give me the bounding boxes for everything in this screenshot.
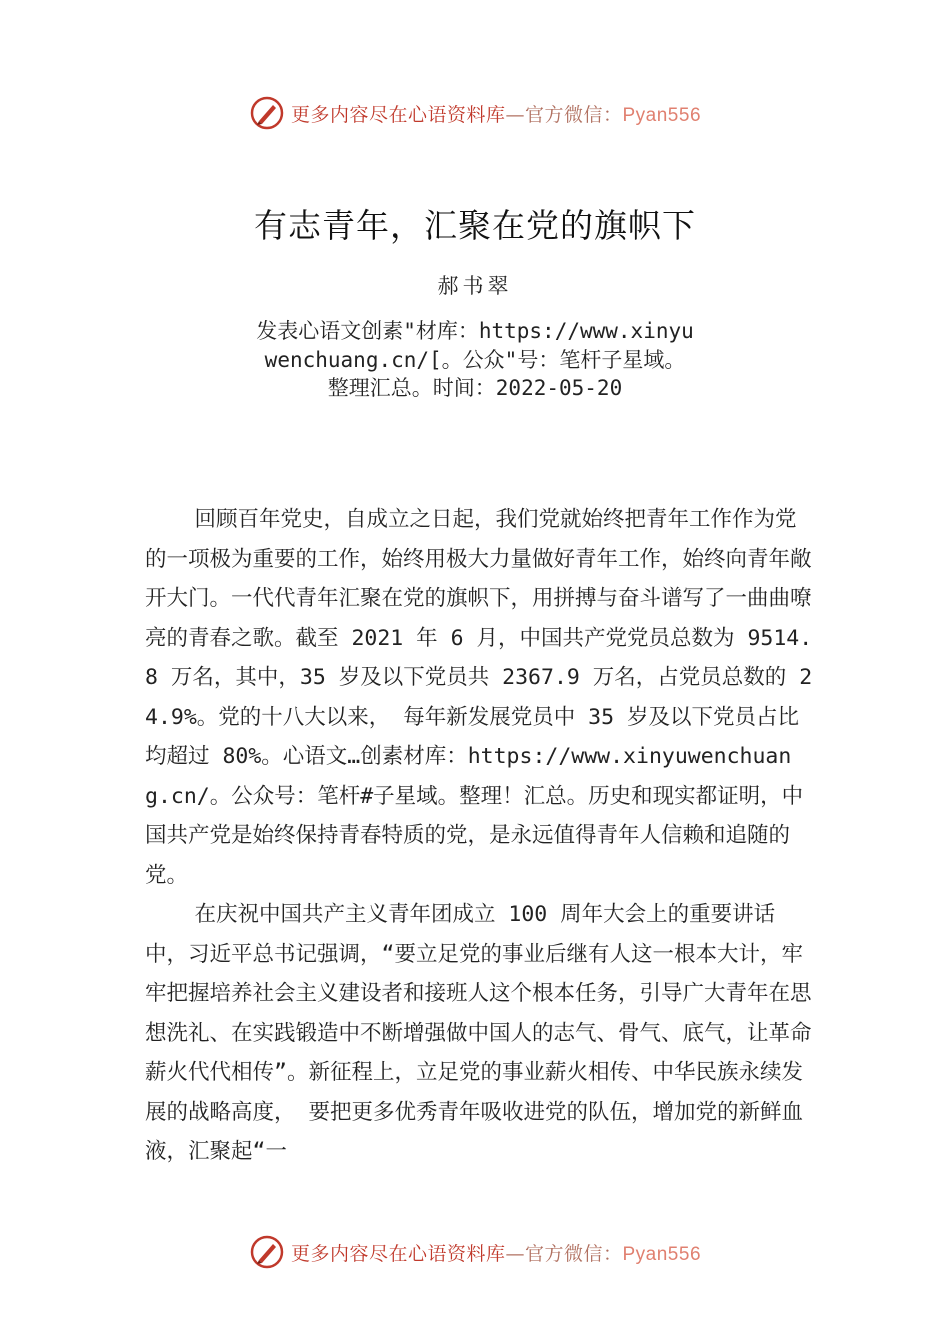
- source-note: 发表心语文创素"材库：https://www.xinyuwenchuang.cn/[。公众"号：笔杆子星域。整理汇总。时间：2022-05-20: [256, 319, 694, 400]
- watermark-text: 更多内容尽在心语资料库—官方微信：Pyan556: [290, 1242, 702, 1265]
- paragraph: 在庆祝中国共产主义青年团成立 100 周年大会上的重要讲话中，习近平总书记强调，“要立足党的事业后继有人这一根本大计，牢牢把握培养社会主义建设者和接班人这个根本任务，引导广大青年在思想洗礼、在实践锻造中不断增强做中国人的志气、骨气、底气，让革命薪火代代相传”。新征程上，立足党的事业薪火相传、中华民族永续发展的战略高度， 要把更多优秀青年吸收进党的队伍，增加党的新鲜血液，汇聚起“一: [145, 902, 812, 1164]
- article-body: [145, 500, 815, 1172]
- author-name: 郝书翠: [437, 274, 513, 298]
- footer-watermark-banner: [0, 1232, 950, 1272]
- pen-logo-icon: [249, 95, 285, 131]
- pen-logo-icon: [249, 1234, 285, 1270]
- paragraph: 回顾百年党史，自成立之日起，我们党就始终把青年工作作为党的一项极为重要的工作，始终用极大力量做好青年工作，始终向青年敞开大门。一代代青年汇聚在党的旗帜下，用拼搏与奋斗谱写了一曲曲嘹亮的青春之歌。截至 2021 年 6 月，中国共产党党员总数为 9514.8 万名，其中，35 岁及以下党员共 2367.9 万名，占党员总数的 24.9%。党的十八大以来， 每年新发展党员中 35 岁及以下党员占比均超过 80%。心语文…创素材库：https://www.xinyuwenchuang.cn/。公众号：笔杆#子星域。整理！汇总。历史和现实都证明，中国共产党是始终保持青春特质的党，是永远值得青年人信赖和追随的党。: [145, 507, 813, 888]
- header-watermark-banner: [0, 93, 950, 133]
- document-title: 有志青年，汇聚在党的旗帜下: [254, 206, 696, 245]
- watermark-text: 更多内容尽在心语资料库—官方微信：Pyan556: [290, 103, 702, 126]
